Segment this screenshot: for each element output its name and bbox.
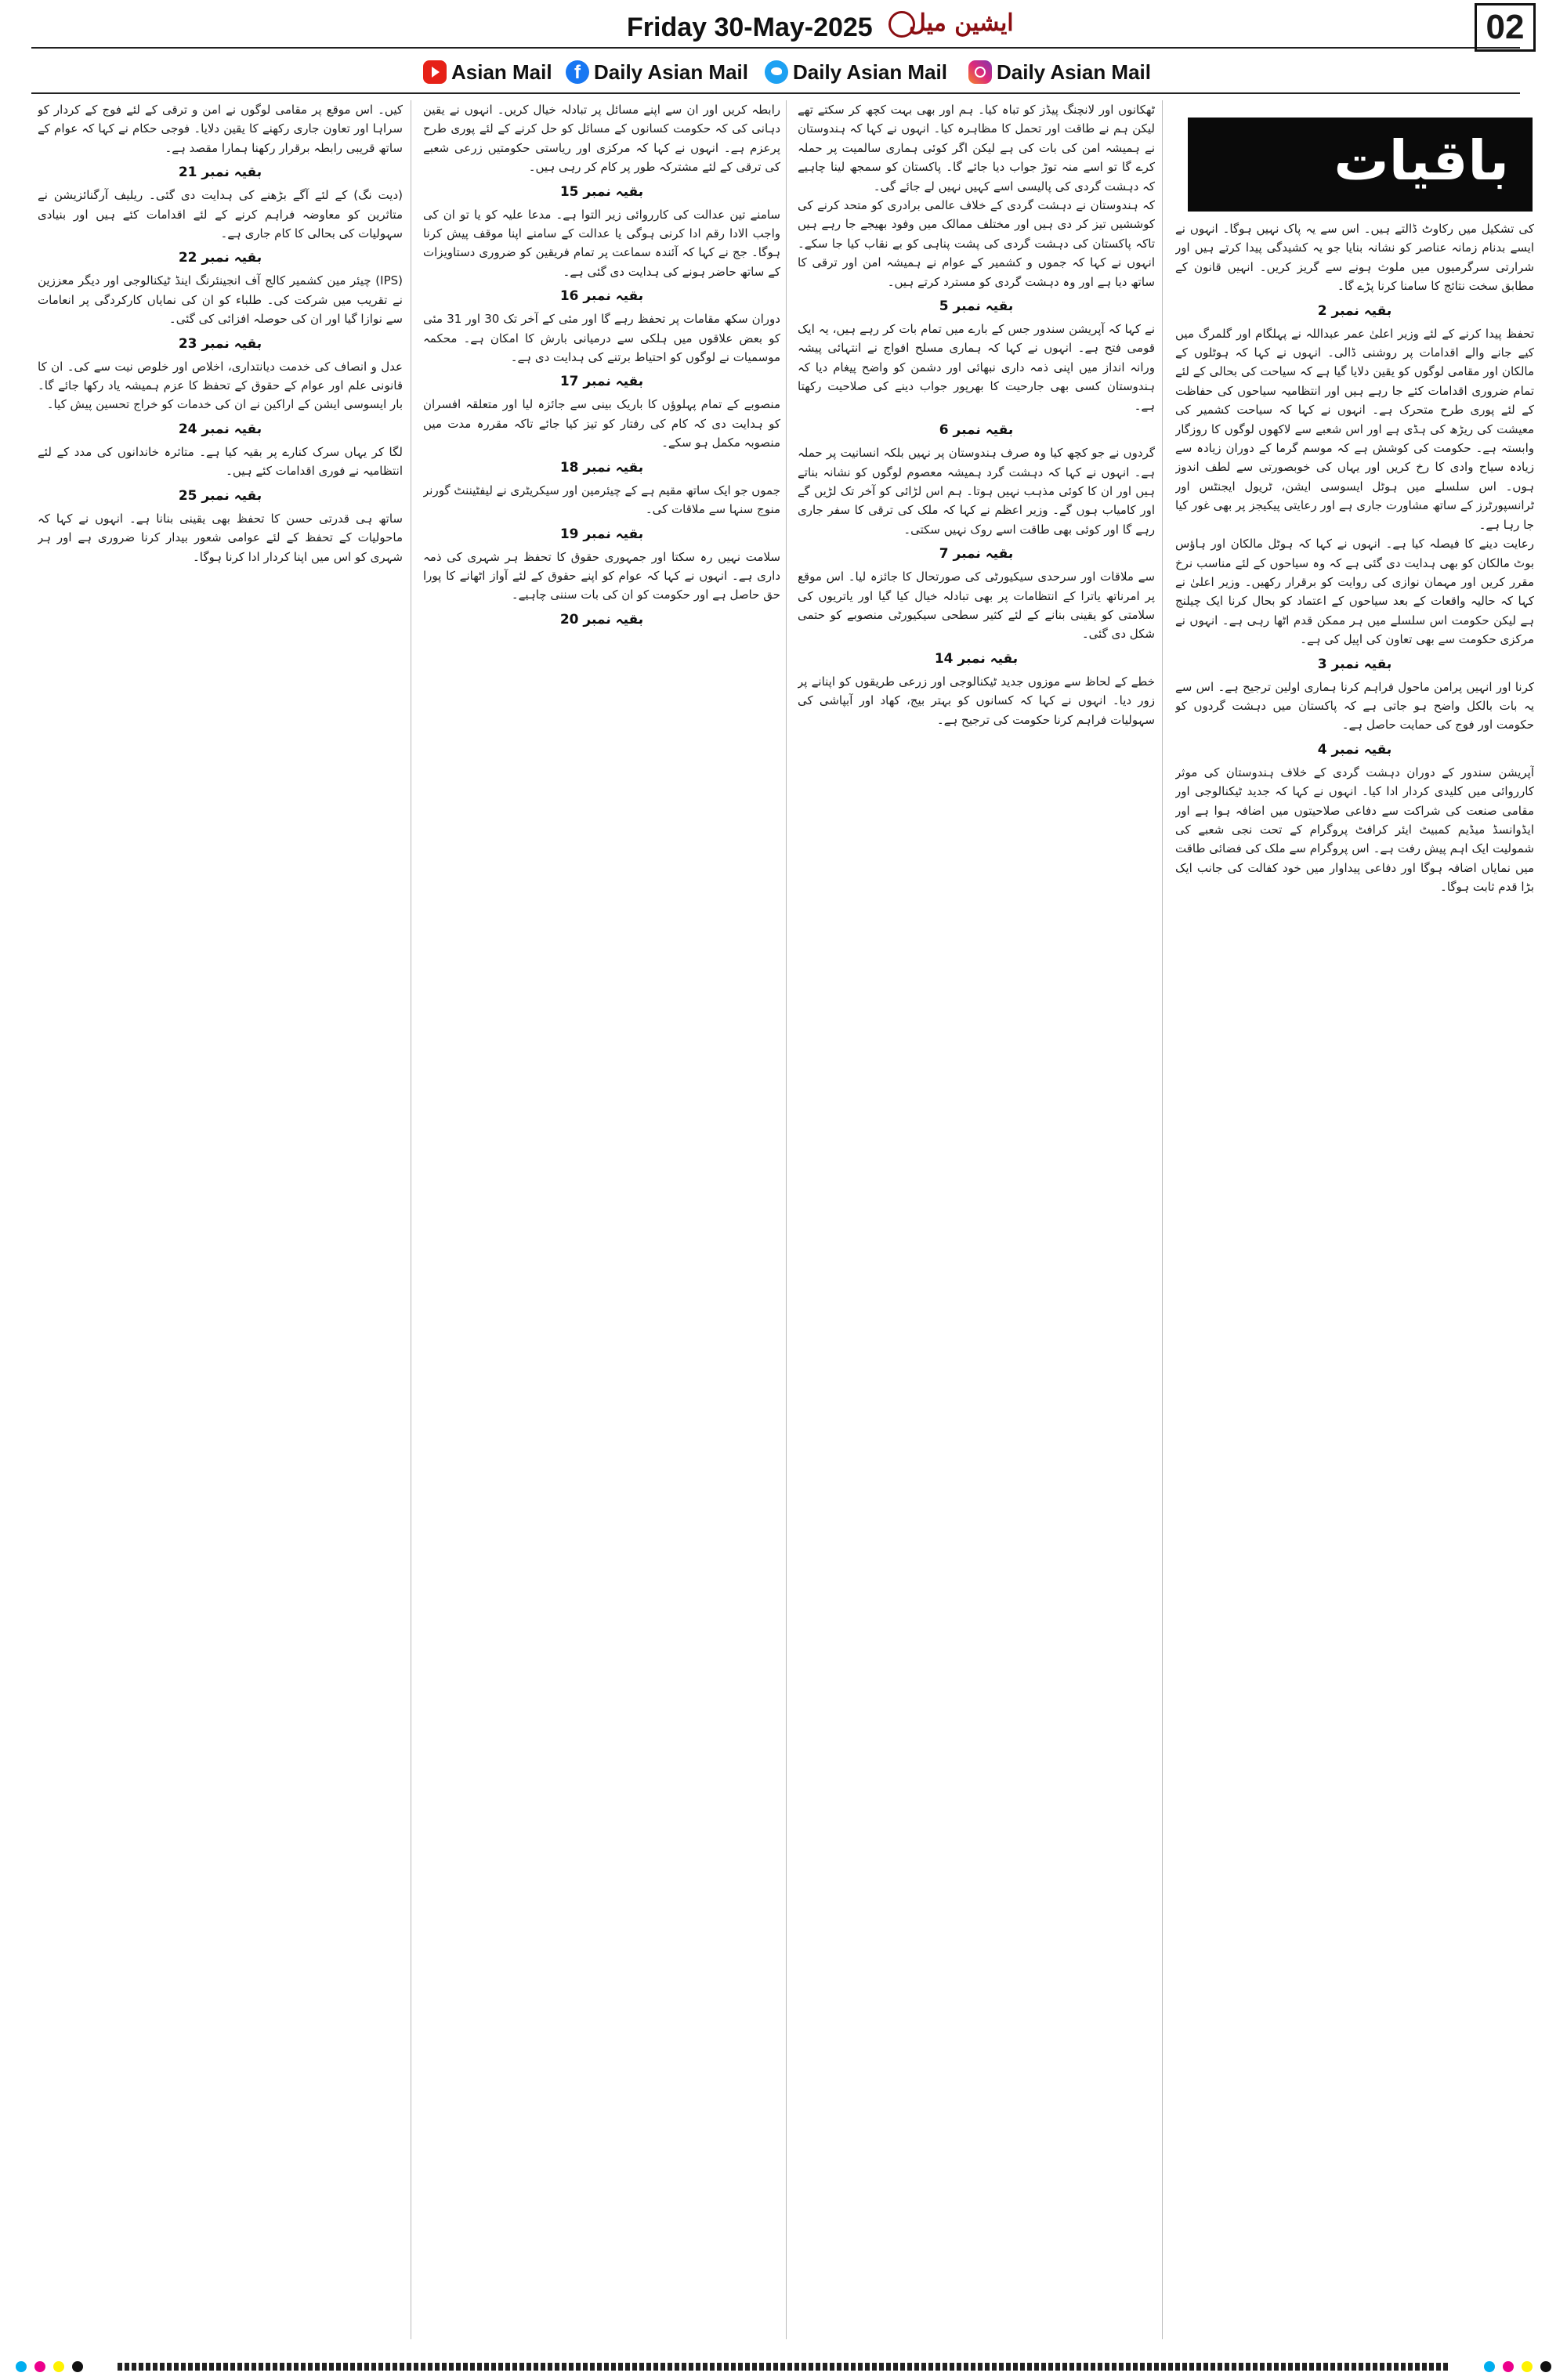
- article-paragraph: سلامت نہیں رہ سکتا اور جمہوری حقوق کا تحفظ ہر شہری کی ذمہ داری ہے۔ انہوں نے کہا کہ عوام کو اپنے حقوق کے لئے آواز اٹھانے کا پورا حق حاصل ہے اور حکومت کو ان کی بات سننی چاہیے۔: [423, 549, 780, 602]
- article-paragraph: جموں جو ایک ساتھ مقیم ہے کے چیئرمین اور سیکریٹری نے لیفٹیننٹ گورنر منوج سنہا سے ملاقات کی۔: [423, 483, 780, 517]
- article-paragraph: گردوں نے جو کچھ کیا وہ صرف ہندوستان پر نہیں بلکہ انسانیت پر حملہ ہے۔ انہوں نے کہا کہ دہشت گرد ہمیشہ معصوم لوگوں کو نشانہ بناتے ہیں اور ان کا کوئی مذہب نہیں ہوتا۔ ہم اس لڑائی کو آخر تک لڑیں گے اور کامیاب ہوں گے۔ وزیر اعظم نے کہا کہ ملک کی ترقی کا سفر جاری رہے گا اور کوئی بھی طاقت اسے روک نہیں سکتی۔: [798, 446, 1155, 537]
- social-instagram[interactable]: [968, 56, 1151, 88]
- article-paragraph: منصوبے کے تمام پہلوؤں کا باریک بینی سے جائزہ لیا اور متعلقہ افسران کو ہدایت دی کہ کام کی رفتار کو تیز کیا جائے تاکہ مقررہ مدت میں منصوبہ مکمل ہو سکے۔: [423, 397, 780, 450]
- cyan-dot-icon: [16, 2361, 27, 2372]
- yellow-dot-icon: [53, 2361, 64, 2372]
- magenta-dot-icon: [1503, 2361, 1514, 2372]
- header-top-rule: [31, 47, 1520, 49]
- social-youtube[interactable]: [423, 56, 552, 88]
- youtube-icon: [423, 60, 447, 84]
- article-paragraph: رابطہ کریں اور ان سے اپنے مسائل پر تبادلہ خیال کریں۔ انہوں نے یقین دہانی کی کہ حکومت کسانوں کے مسائل کو حل کرنے کے لئے پوری طرح پرعزم ہے۔ انہوں نے کہا کہ مرکزی اور ریاستی حکومتیں زرعی شعبے کی ترقی کے لئے مشترکہ طور پر کام کر رہی ہیں۔: [423, 103, 780, 175]
- article-paragraph: ٹھکانوں اور لانچنگ پیڈز کو تباہ کیا۔ ہم اور بھی بہت کچھ کر سکتے تھے لیکن ہم نے طاقت اور تحمل کا مظاہرہ کیا۔ انہوں نے کہا کہ ہندوستان نے ہمیشہ امن کی بات کی ہے لیکن اگر کوئی ہماری سالمیت پر حملہ کرے گا تو اسے منہ توڑ جواب دیا جائے گا۔ پاکستان کو سمجھ لینا چاہیے کہ دہشت گردی کی پالیسی اسے کہیں نہیں لے جائے گی۔: [798, 103, 1155, 194]
- logo-text: ایشین میل: [909, 9, 1014, 37]
- column-divider: [1162, 100, 1163, 2339]
- article-paragraph: تحفظ پیدا کرنے کے لئے وزیر اعلیٰ عمر عبداللہ نے پہلگام اور گلمرگ میں کیے جانے والے اقدامات پر روشنی ڈالی۔ انہوں نے کہا کہ ہوٹلوں کے مالکان اور مقامی لوگوں کو یقین دلایا گیا ہے کہ سیاحت کی بحالی کے لئے تمام ضروری اقدامات کئے جا رہے ہیں اور انتظامیہ سیاحوں کی حفاظت کے لئے پوری طرح متحرک ہے۔ انہوں نے کہا کہ سیاحت کشمیر کی معیشت کی ریڑھ کی ہڈی ہے اور اس شعبے سے لاکھوں لوگوں کا روزگار وابستہ ہے۔ حکومت کی کوشش ہے کہ موسم گرما کے دوران زیادہ سے زیادہ سیاح وادی کا رخ کریں اور یہاں کی خوبصورتی سے لطف اندوز ہوں۔ اس سلسلے میں ہوٹل ایسوسی ایشن، ٹریول ایجنٹس اور ٹرانسپورٹرز کے ساتھ مشاورت جاری ہے اور رعایتی پیکیجز پر بھی غور کیا جا رہا ہے۔: [1175, 326, 1534, 532]
- article-paragraph: عدل و انصاف کی خدمت دیانتداری، اخلاص اور خلوص نیت سے کی۔ ان کا قانونی علم اور عوام کے حقوق کے تحفظ کا عزم ہمیشہ یاد رکھا جائے گا۔ بار ایسوسی ایشن کے اراکین نے ان کی خدمات کو خراج تحسین پیش کیا۔: [38, 359, 403, 412]
- continuation-heading: بقیہ نمبر 18: [559, 459, 644, 476]
- cyan-dot-icon: [1484, 2361, 1495, 2372]
- article-paragraph: سامنے تین عدالت کی کارروائی زیر التوا ہے۔ مدعا علیہ کو یا تو ان کی واجب الادا رقم ادا کرنی ہوگی یا عدالت کے سامنے اپنا موقف پیش کرنا ہوگا۔ جج نے کہا کہ آئندہ سماعت پر تمام فریقین کو ضروری دستاویزات کے ساتھ حاضر ہونے کی ہدایت دی گئی ہے۔: [423, 207, 780, 279]
- article-paragraph: سے ملاقات اور سرحدی سیکیورٹی کی صورتحال کا جائزہ لیا۔ اس موقع پر امرناتھ یاترا کے انتظامات پر بھی تبادلہ خیال کیا گیا اور یاتریوں کی سلامتی کو یقینی بنانے کے لئے کثیر سطحی سیکیورٹی منصوبے کو حتمی شکل دی گئی۔: [798, 570, 1155, 642]
- social-facebook[interactable]: [566, 56, 748, 88]
- article-paragraph: لگا کر یہاں سرک کنارے پر بقیہ کیا ہے۔ متاثرہ خاندانوں کی مدد کے لئے انتظامیہ نے فوری اقدامات کئے ہیں۔: [38, 444, 403, 479]
- continuation-heading: بقیہ نمبر 14: [934, 650, 1019, 667]
- continuation-heading: بقیہ نمبر 25: [178, 487, 262, 504]
- article-column-4: [38, 100, 403, 2339]
- column-divider: [786, 100, 787, 2339]
- continuation-heading: بقیہ نمبر 20: [559, 611, 644, 628]
- social-twitter-label: Daily Asian Mail: [793, 60, 947, 84]
- continuation-heading: بقیہ نمبر 16: [559, 288, 644, 305]
- social-twitter[interactable]: [765, 56, 947, 88]
- continuation-heading: بقیہ نمبر 2: [1317, 302, 1392, 319]
- article-column-2: [798, 100, 1155, 2339]
- article-paragraph: ساتھ ہی قدرتی حسن کا تحفظ بھی یقینی بنانا ہے۔ انہوں نے کہا کہ ماحولیات کے تحفظ کے لئے عوامی شعور بیدار کرنا ضروری ہے اور ہر شہری کو اس میں اپنا کردار ادا کرنا ہوگا۔: [38, 511, 403, 564]
- continuation-heading: بقیہ نمبر 15: [559, 183, 644, 200]
- continuation-heading: بقیہ نمبر 17: [559, 374, 644, 390]
- continuation-heading: بقیہ نمبر 23: [178, 335, 262, 352]
- article-column-1: [1175, 219, 1534, 2339]
- article-paragraph: (دیت نگ) کے لئے آگے بڑھنے کی ہدایت دی گئی۔ ریلیف آرگنائزیشن نے متاثرین کو معاوضہ فراہم کرنے کے لئے اقدامات کئے ہیں اور بنیادی سہولیات کی بحالی کا کام جاری ہے۔: [38, 188, 403, 241]
- registration-marks-left: [16, 2361, 83, 2372]
- article-paragraph: (IPS) چیئر مین کشمیر کالج آف انجینئرنگ اینڈ ٹیکنالوجی اور دیگر معززین نے تقریب میں شرکت کی۔ طلباء کو ان کی نمایاں کارکردگی پر انعامات سے نوازا گیا اور ان کی حوصلہ افزائی کی گئی۔: [38, 273, 403, 327]
- article-paragraph: کیں۔ اس موقع پر مقامی لوگوں نے امن و ترقی کے لئے فوج کے کردار کو سراہا اور تعاون جاری رکھنے کا یقین دلایا۔ فوجی حکام نے کہا کہ عوام کے ساتھ قریبی رابطہ برقرار رکھنا ہمارا مقصد ہے۔: [38, 103, 403, 155]
- header-bottom-rule: [31, 92, 1520, 94]
- continuation-heading: بقیہ نمبر 5: [939, 298, 1014, 315]
- continuation-heading: بقیہ نمبر 22: [178, 250, 262, 266]
- article-paragraph: کہ ہندوستان نے دہشت گردی کے خلاف عالمی برادری کو متحد کرنے کی کوششیں تیز کر دی ہیں اور مختلف ممالک میں وفود بھیجے جا رہے ہیں تاکہ پاکستان کی دہشت گردی کی پشت پناہی کو بے نقاب کیا جا سکے۔ انہوں نے کہا کہ جموں و کشمیر کے عوام نے ہمیشہ امن اور ترقی کا ساتھ دیا ہے اور وہ دہشت گردی کو مسترد کرتے ہیں۔: [798, 198, 1155, 289]
- black-dot-icon: [72, 2361, 83, 2372]
- page-number: 02: [1475, 3, 1536, 52]
- social-facebook-label: Daily Asian Mail: [594, 60, 748, 84]
- continuation-heading: بقیہ نمبر 24: [178, 421, 262, 437]
- continuation-heading: بقیہ نمبر 4: [1317, 741, 1392, 758]
- newspaper-logo: [885, 5, 1042, 45]
- section-masthead: [1188, 118, 1533, 212]
- continuation-heading: بقیہ نمبر 3: [1317, 656, 1392, 672]
- yellow-dot-icon: [1522, 2361, 1533, 2372]
- issue-date: Friday 30-May-2025: [627, 13, 873, 42]
- article-paragraph: دوران سکھ مقامات پر تحفظ رہے گا اور مئی کے آخر تک 30 اور 31 مئی کو بعض علاقوں میں ہلکی سے درمیانی بارش کا امکان ہے۔ محکمہ موسمیات نے لوگوں کو احتیاط برتنے کی ہدایت دی ہے۔: [423, 312, 780, 365]
- social-youtube-label: Asian Mail: [451, 60, 552, 84]
- continuation-heading: بقیہ نمبر 6: [939, 422, 1014, 439]
- continuation-heading: بقیہ نمبر 19: [559, 526, 644, 542]
- registration-marks-right: [1484, 2361, 1551, 2372]
- black-dot-icon: [1540, 2361, 1551, 2372]
- section-title: باقیات: [1334, 128, 1509, 193]
- article-paragraph: نے کہا کہ آپریشن سندور جس کے بارے میں تمام بات کر رہے ہیں، یہ ایک قومی فتح ہے۔ انہوں نے کہا کہ ہماری مسلح افواج نے انتہائی پیشہ ورانہ انداز میں اپنی ذمہ داری نبھائی اور دشمن کو واضح پیغام دیا کہ ہندوستان کسی بھی جارحیت کا بھرپور جواب دینے کی صلاحیت رکھتا ہے۔: [798, 322, 1155, 413]
- social-instagram-label: Daily Asian Mail: [997, 60, 1151, 84]
- page-header: [0, 0, 1567, 94]
- article-paragraph: خطے کے لحاظ سے موزوں جدید ٹیکنالوجی اور زرعی طریقوں کو اپنانے پر زور دیا۔ انہوں نے کہا کہ کسانوں کو بہتر بیج، کھاد اور آبپاشی کی سہولیات فراہم کرنا حکومت کی ترجیح ہے۔: [798, 674, 1155, 727]
- twitter-icon: [765, 60, 788, 84]
- footer-dotted-bar: [118, 2363, 1449, 2371]
- article-paragraph: کی تشکیل میں رکاوٹ ڈالتے ہیں۔ اس سے یہ پاک نہیں ہوگا۔ انہوں نے ایسے بدنام زمانہ عناصر کو نشانہ بنایا جو یہ کشیدگی پیدا کرتے ہیں اور شرارتی سرگرمیوں میں ملوث ہونے سے گریز کریں۔ انہیں قانون کے مطابق سخت نتائج کا سامنا کرنا پڑے گا۔: [1175, 222, 1534, 294]
- continuation-heading: بقیہ نمبر 7: [939, 546, 1014, 562]
- instagram-icon: [968, 60, 992, 84]
- magenta-dot-icon: [34, 2361, 45, 2372]
- page-footer: [0, 2350, 1567, 2380]
- article-paragraph: کرنا اور انہیں پرامن ماحول فراہم کرنا ہماری اولین ترجیح ہے۔ اس سے یہ بات بالکل واضح ہو جاتی ہے کہ پاکستان میں دہشت گردوں کو حکومت اور فوج کی حمایت حاصل ہے۔: [1175, 679, 1534, 732]
- facebook-icon: f: [566, 60, 589, 84]
- article-paragraph: آپریشن سندور کے دوران دہشت گردی کے خلاف ہندوستان کی موثر کارروائی میں کلیدی کردار ادا کیا۔ انہوں نے کہا کہ جدید ٹیکنالوجی اور مقامی صنعت کی شراکت سے دفاعی صلاحیتوں میں اضافہ ہوا ہے اور ایڈوانسڈ میڈیم کمبیٹ ایئر کرافٹ پروگرام کے تحت نجی شعبے کی شمولیت ایک اہم پیش رفت ہے۔ اس پروگرام سے ملک کی فضائی طاقت میں نمایاں اضافہ ہوگا اور دفاعی پیداوار میں خود کفالت کی جانب ایک بڑا قدم ثابت ہوگا۔: [1175, 765, 1534, 895]
- article-paragraph: رعایت دینے کا فیصلہ کیا ہے۔ انہوں نے کہا کہ ہوٹل مالکان اور ہاؤس بوٹ مالکان کو بھی ہدایت دی گئی ہے کہ وہ سیاحوں کے لئے مناسب نرخ مقرر کریں اور مہمان نوازی کی روایت کو برقرار رکھیں۔ وزیر اعلیٰ نے کہا کہ حالیہ واقعات کے بعد سیاحوں کے اعتماد کو بحال کرنا ایک چیلنج ہے لیکن حکومت اس سلسلے میں ہر ممکن قدم اٹھا رہی ہے۔ انہوں نے مرکزی حکومت سے بھی تعاون کی اپیل کی ہے۔: [1175, 537, 1534, 647]
- continuation-heading: بقیہ نمبر 21: [178, 165, 262, 181]
- article-column-3: [423, 100, 780, 2339]
